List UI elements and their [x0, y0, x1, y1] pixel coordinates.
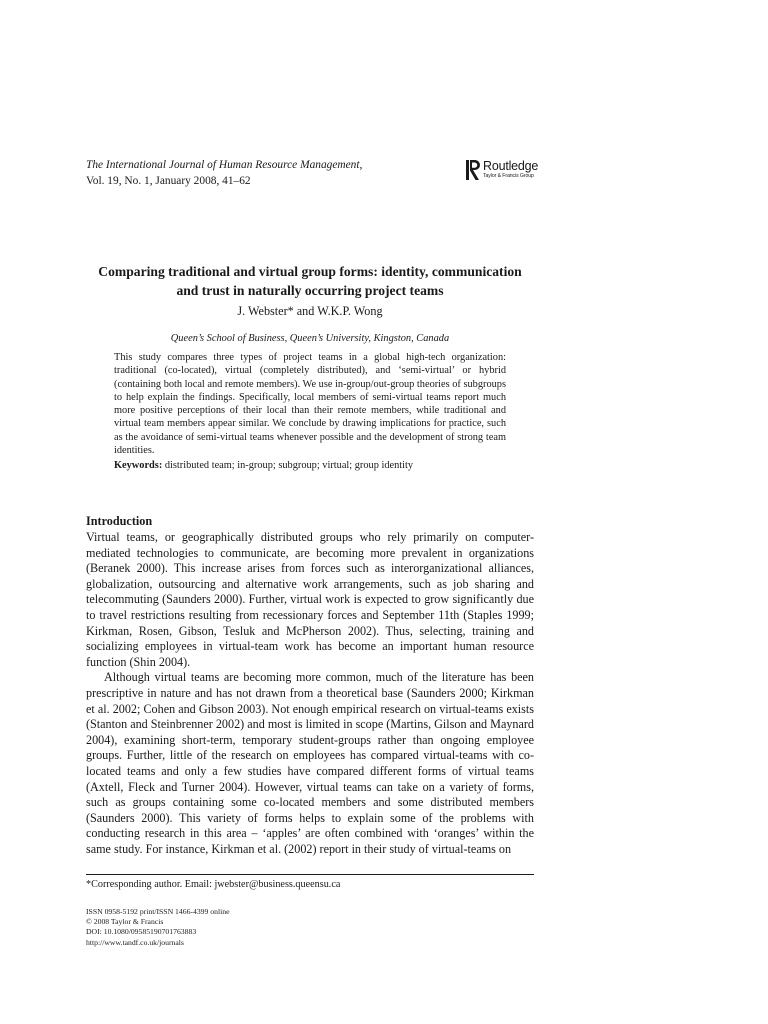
- issn: ISSN 0958-5192 print/ISSN 1466-4399 online: [86, 907, 230, 916]
- publisher-group: Taylor & Francis Group: [483, 173, 534, 179]
- journal-url: http://www.tandf.co.uk/journals: [86, 937, 184, 947]
- journal-volume: Vol. 19, No. 1, January 2008, 41–62: [86, 175, 251, 187]
- author-affiliation: Queen’s School of Business, Queen’s University, Kingston, Canada: [170, 333, 450, 344]
- abstract: This study compares three types of project teams in a global high-tech organization: traditional (co-located), virtual (completely distributed), and ‘semi-virtual’ or hybrid (containing both local and remote members). We use in-group/out-group theories of subgroups to help explain the findings. Specifically, local members of semi-virtual teams report much more positive perceptions of their local than their remote members, while traditional and virtual team members appear similar. We conclude by drawing implications for practice, such as the avoidance of semi-virtual teams whenever possible and the development of strong team identities.: [114, 352, 506, 456]
- introduction-body: [86, 530, 534, 857]
- corresponding-author-footnote: *Corresponding author. Email: jwebster@business.queensu.ca: [86, 879, 341, 890]
- publisher-name: Routledge: [483, 159, 539, 173]
- routledge-r-icon: [466, 160, 480, 180]
- doi: DOI: 10.1080/09585190701763883: [86, 927, 197, 937]
- keywords-list: distributed team; in-group; subgroup; virtual; group identity: [164, 460, 414, 471]
- footnote-divider: [86, 874, 534, 875]
- body-paragraph: Virtual teams, or geographically distributed groups who rely primarily on computer-mediated technologies to communicate, are becoming more prevalent in organizations (Beranek 2000). This increase arises from forces such as interorganizational alliances, globalization, outsourcing and alternative work arrangements, such as job sharing and telecommuting (Saunders 2000). Further, virtual work is expected to grow significantly due to travel restrictions resulting from recessionary forces and September 11th (Staples 1999; Kirkman, Rosen, Gibson, Tesluk and McPherson 2002). Thus, selecting, training and socializing employees in virtual-team work has become an important human resource function (Shin 2004).: [86, 530, 534, 669]
- keywords-label: Keywords:: [114, 460, 163, 471]
- journal-citation: [86, 157, 362, 189]
- keywords: [114, 459, 506, 473]
- body-paragraph: Although virtual teams are becoming more common, much of the literature has been prescriptive in nature and has not drawn from a theoretical base (Saunders 2000; Kirkman et al. 2002; Cohen and Gibson 2003). Not enough empirical research on virtual-teams exists (Stanton and Steinbrenner 2002) and most is limited in scope (Martins, Gilson and Maynard 2004), examining short-term, temporary student-groups rather than ongoing employee groups. Further, little of the research on employees has compared virtual-teams with co-located teams and only a few studies have compared different forms of virtual teams (Axtell, Fleck and Turner 2004). However, virtual teams can take on a variety of forms, such as groups containing some co-located members and some distributed members (Saunders 2000). This variety of forms helps to explain some of the problems with conducting research in this area – ‘apples’ are often combined with ‘oranges’ within the same study. For instance, Kirkman et al. (2002) report in their study of virtual-teams on: [86, 670, 534, 856]
- article-title: Comparing traditional and virtual group forms: identity, communication and trust in naturally occurring project teams: [98, 264, 522, 298]
- copyright: © 2008 Taylor & Francis: [86, 917, 164, 927]
- journal-name: The International Journal of Human Resource Management,: [86, 159, 363, 171]
- section-heading-introduction: Introduction: [86, 514, 153, 528]
- article-authors: J. Webster* and W.K.P. Wong: [237, 304, 383, 318]
- publication-metadata: [86, 907, 230, 948]
- publisher-logo: [466, 160, 538, 180]
